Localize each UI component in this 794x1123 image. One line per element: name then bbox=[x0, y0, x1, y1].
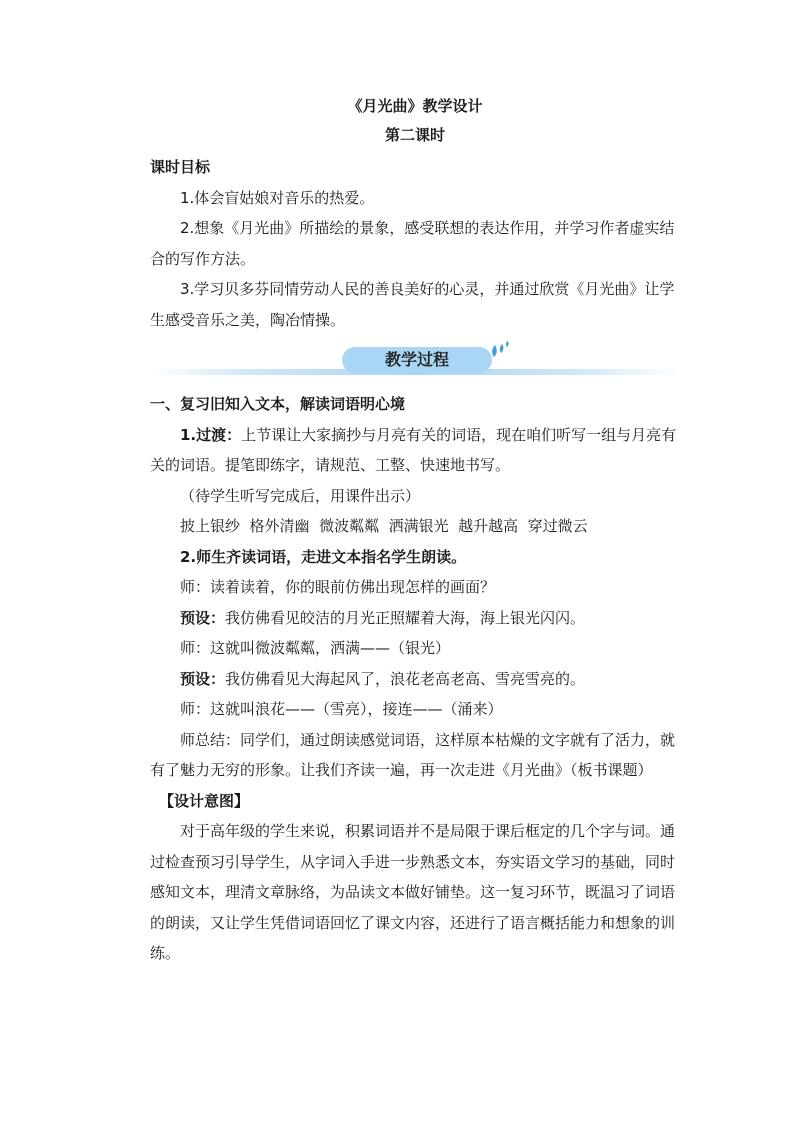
page-title: 《月光曲》教学设计 bbox=[347, 97, 483, 115]
teacher-summary: 师总结：同学们，通过朗读感觉词语，这样原本枯燥的文字就有了活力，就有了魅力无穷的形象。让我们齐读一遍，再一次走进《月光曲》（板书课题） bbox=[150, 730, 676, 779]
dialog-text: 师：这就叫微波粼粼，洒满——（银光） bbox=[180, 639, 451, 657]
step1-text: 上节课让大家摘抄与月亮有关的词语，现在咱们听写一组与月亮有关的词语。提笔即练字，请规范、工整、快速地书写。 bbox=[150, 425, 677, 474]
step1-note: （待学生听写完成后，用课件出示） bbox=[180, 486, 421, 505]
dialog-text: 我仿佛看见大海起风了，浪花老高老高、雪亮雪亮的。 bbox=[225, 669, 586, 688]
design-paragraph: 对于高年级的学生来说，积累词语并不是局限于课后框定的几个字与词。通过检查预习引导学生，从字词入手进一步熟悉文本，夯实语文学习的基础，同时感知文本，理清文章脉络，为品读文本做好铺垫。这一复习环节，既温习了词语的朗读，又让学生凭借词语回忆了课文内容，还进行了语言概括能力和想象的训练。 bbox=[150, 822, 676, 962]
water-drops-icon bbox=[488, 335, 512, 359]
document-content bbox=[150, 92, 680, 969]
page-subtitle: 第二课时 bbox=[384, 126, 445, 144]
section-banner bbox=[150, 341, 680, 381]
dialog-line-2 bbox=[150, 603, 680, 634]
dialog-text: 我仿佛看见皎洁的月光正照耀着大海，海上银光闪闪。 bbox=[225, 608, 586, 627]
step1-label: 1.过渡： bbox=[180, 425, 242, 444]
dialog-text: 师：读着读着，你的眼前仿佛出现怎样的画面？ bbox=[180, 578, 496, 596]
step2-heading: 2.师生齐读词语，走进文本指名学生朗读。 bbox=[180, 547, 467, 566]
goal-item-2: 2.想象《月光曲》所描绘的景象，感受联想的表达作用，并学习作者虚实结合的写作方法。 bbox=[150, 219, 675, 268]
dialog-label: 预设： bbox=[180, 669, 226, 688]
section1-heading: 一、复习旧知入文本，解读词语明心境 bbox=[150, 395, 406, 413]
word-list: 披上银纱 格外清幽 微波粼粼 洒满银光 越升越高 穿过微云 bbox=[180, 517, 588, 535]
step1-paragraph bbox=[150, 420, 680, 481]
design-heading: 【设计意图】 bbox=[159, 791, 250, 810]
goals-heading: 课时目标 bbox=[150, 158, 211, 176]
dialog-label: 预设： bbox=[180, 608, 226, 627]
goal-item-1: 1.体会盲姑娘对音乐的热爱。 bbox=[180, 188, 375, 207]
dialog-line-1 bbox=[150, 572, 680, 603]
goal-item-3: 3.学习贝多芬同情劳动人民的善良美好的心灵，并通过欣赏《月光曲》让学生感受音乐之美，陶冶情操。 bbox=[150, 280, 675, 329]
dialog-line-5 bbox=[150, 694, 680, 725]
dialog-line-3 bbox=[150, 633, 680, 664]
dialog-line-4 bbox=[150, 664, 680, 695]
banner-label: 教学过程 bbox=[342, 347, 492, 373]
dialog-text: 师：这就叫浪花——（雪亮），接连——（涌来） bbox=[180, 700, 503, 718]
